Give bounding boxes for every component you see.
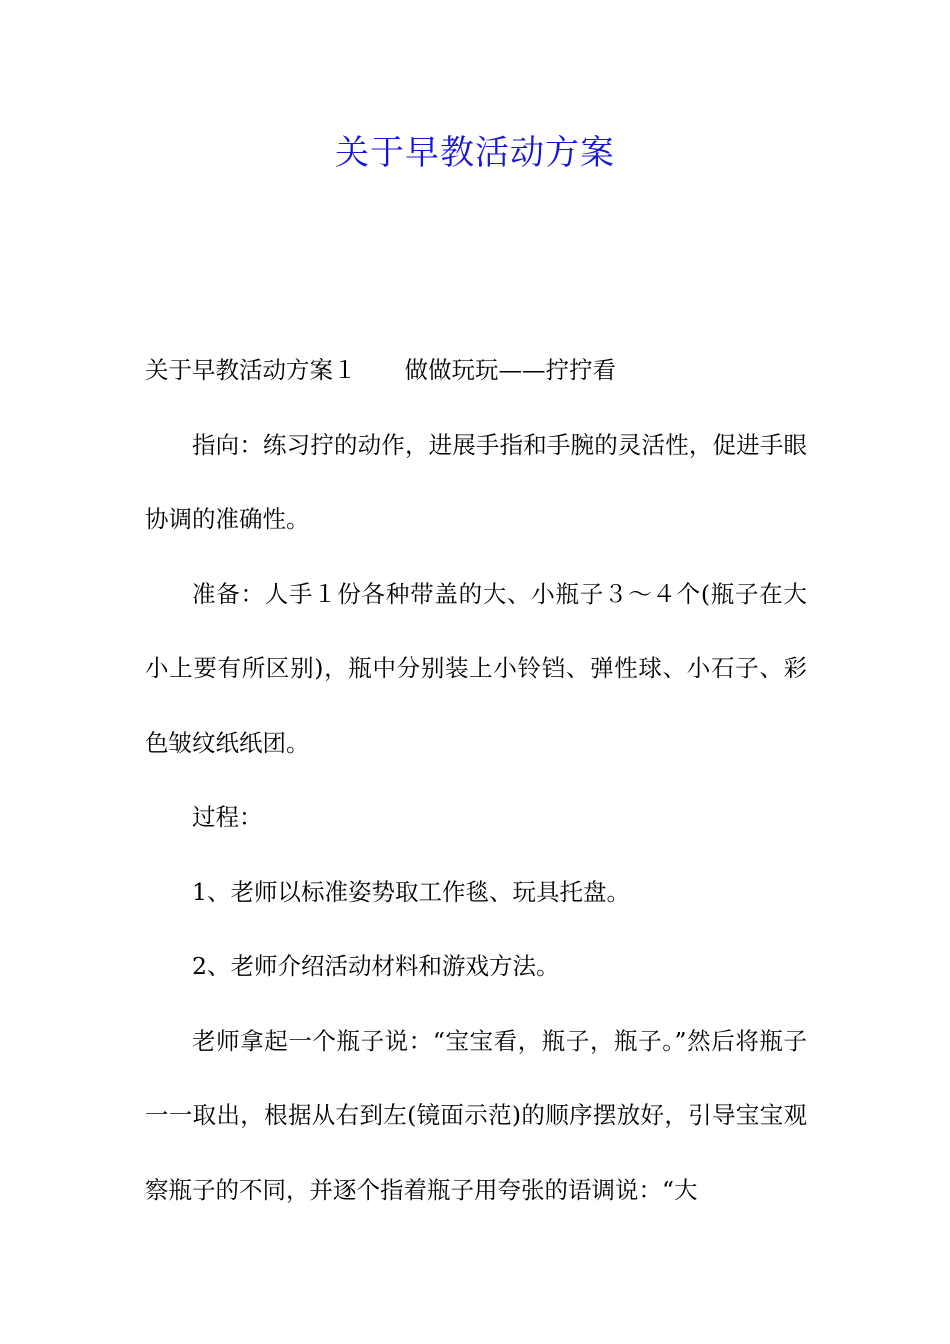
paragraph-demonstration: 老师拿起一个瓶子说：“宝宝看，瓶子，瓶子。”然后将瓶子一一取出，根据从右到左(镜面示范)的顺序摆放好，引导宝宝观察瓶子的不同，并逐个指着瓶子用夸张的语调说：“大 [145,1026,807,1204]
paragraph-purpose: 指向：练习拧的动作，进展手指和手腕的灵活性，促进手眼协调的准确性。 [145,430,807,533]
paragraph-step-1: 1、老师以标准姿势取工作毯、玩具托盘。 [192,877,630,906]
document-title: 关于早教活动方案 [335,133,615,173]
paragraph-process-label: 过程： [192,803,263,831]
section-heading-line [145,333,807,408]
paragraph-step-2: 2、老师介绍活动材料和游戏方法。 [192,952,560,980]
section-heading: 关于早教活动方案１ [145,356,357,384]
document-body [145,333,807,1227]
section-subheading: 做做玩玩——拧拧看 [404,356,616,384]
paragraph-preparation: 准备：人手１份各种带盖的大、小瓶子３～４个(瓶子在大小上要有所区别)，瓶中分别装上小铃铛、弹性球、小石子、彩色皱纹纸纸团。 [145,579,807,757]
